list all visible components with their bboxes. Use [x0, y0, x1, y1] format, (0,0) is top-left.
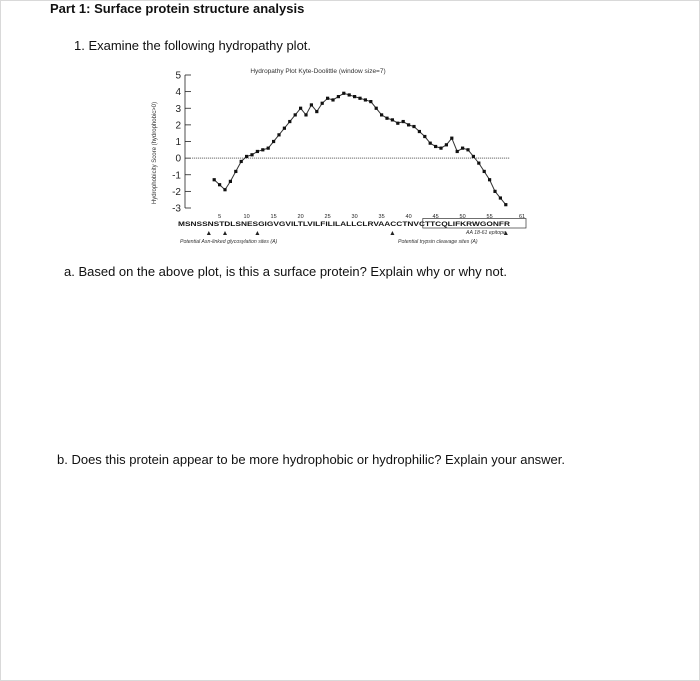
data-point — [369, 100, 372, 103]
x-tick-label: 61 — [518, 214, 526, 220]
data-point — [245, 155, 248, 158]
data-point — [218, 183, 221, 186]
data-point — [294, 113, 297, 116]
data-point — [277, 133, 280, 136]
x-tick-label: 35 — [378, 214, 385, 220]
data-point — [450, 137, 453, 140]
data-point — [267, 147, 270, 150]
question-1: 1. Examine the following hydropathy plot. — [74, 38, 312, 53]
hydropathy-plot — [140, 58, 540, 253]
data-point — [326, 97, 329, 100]
data-point — [240, 160, 243, 163]
data-point — [272, 140, 275, 143]
data-point — [315, 110, 318, 113]
data-point — [439, 147, 442, 150]
y-tick-label: 2 — [175, 120, 181, 132]
x-tick-label: 50 — [459, 214, 466, 220]
data-point — [229, 180, 232, 183]
epitope-label: AA 18-61 epitope — [466, 230, 506, 236]
y-tick-label: 1 — [175, 137, 181, 148]
data-point — [493, 190, 496, 193]
data-point — [250, 153, 253, 156]
data-point — [364, 98, 367, 101]
data-point — [337, 95, 340, 98]
data-point — [396, 122, 399, 125]
y-tick-label: 0 — [175, 153, 181, 165]
data-point — [283, 127, 286, 130]
glycosylation-label: Potential Asn-linked glycosylation sites (A) — [180, 239, 278, 245]
x-tick-label: 25 — [324, 214, 331, 220]
data-point — [488, 178, 491, 181]
y-axis-label: Hydrophobicity Score (hydrophobic>0) — [152, 101, 158, 205]
data-point — [456, 150, 459, 153]
data-point — [461, 147, 464, 150]
data-point — [423, 135, 426, 138]
data-point — [429, 142, 432, 145]
data-point — [348, 93, 351, 96]
x-tick-label: 15 — [270, 214, 277, 220]
data-point — [504, 203, 507, 206]
data-point — [321, 102, 324, 105]
data-point — [331, 98, 334, 101]
data-point — [261, 148, 264, 151]
part-title: Part 1: Surface protein structure analysis — [50, 1, 305, 16]
y-tick-label: 5 — [175, 70, 181, 82]
data-point — [402, 120, 405, 123]
glycosylation-marker — [223, 231, 227, 235]
x-tick-label: 40 — [405, 214, 412, 220]
data-point — [299, 107, 302, 110]
data-point — [358, 97, 361, 100]
glycosylation-marker — [255, 231, 259, 235]
question-b: b. Does this protein appear to be more hydrophobic or hydrophilic? Explain your answer. — [57, 452, 566, 467]
data-point — [412, 125, 415, 128]
x-tick-label: 45 — [432, 214, 439, 220]
chart-title: Hydropathy Plot Kyte-Doolittle (window size=7) — [250, 68, 386, 75]
x-tick-label: 5 — [218, 214, 222, 220]
data-point — [223, 188, 226, 191]
data-point — [466, 148, 469, 151]
hydropathy-plot-svg — [140, 58, 540, 253]
trypsin-label: Potential trypsin cleavage sites (A) — [398, 239, 478, 245]
data-point — [483, 170, 486, 173]
data-point — [434, 145, 437, 148]
data-point — [499, 196, 502, 199]
data-point — [213, 178, 216, 181]
trypsin-marker — [390, 231, 394, 235]
x-tick-label: 10 — [243, 214, 250, 220]
y-tick-label: -3 — [172, 203, 181, 215]
glycosylation-marker — [207, 231, 211, 235]
y-tick-label: 4 — [175, 87, 181, 99]
y-tick-label: 3 — [175, 103, 181, 115]
data-point — [418, 130, 421, 133]
data-point — [304, 113, 307, 116]
data-point — [380, 113, 383, 116]
y-tick-label: -2 — [172, 186, 181, 198]
data-point — [472, 155, 475, 158]
y-tick-label: -1 — [172, 170, 181, 182]
data-point — [310, 103, 313, 106]
data-point — [445, 143, 448, 146]
data-point — [385, 117, 388, 120]
question-a: a. Based on the above plot, is this a surface protein? Explain why or why not. — [64, 264, 507, 279]
data-point — [477, 162, 480, 165]
sequence-text: MSNSSNSTDLSNESGIGVGVILTLVILFILILALLCLRVAACCTNVCTTCQLIFKRWGONFR — [178, 221, 511, 228]
data-point — [353, 95, 356, 98]
data-point — [375, 107, 378, 110]
data-point — [342, 92, 345, 95]
data-point — [234, 170, 237, 173]
data-point — [288, 120, 291, 123]
x-tick-label: 30 — [351, 214, 358, 220]
data-point — [407, 123, 410, 126]
x-tick-label: 55 — [486, 214, 493, 220]
data-point — [391, 118, 394, 121]
x-tick-label: 20 — [297, 214, 304, 220]
data-point — [256, 150, 259, 153]
